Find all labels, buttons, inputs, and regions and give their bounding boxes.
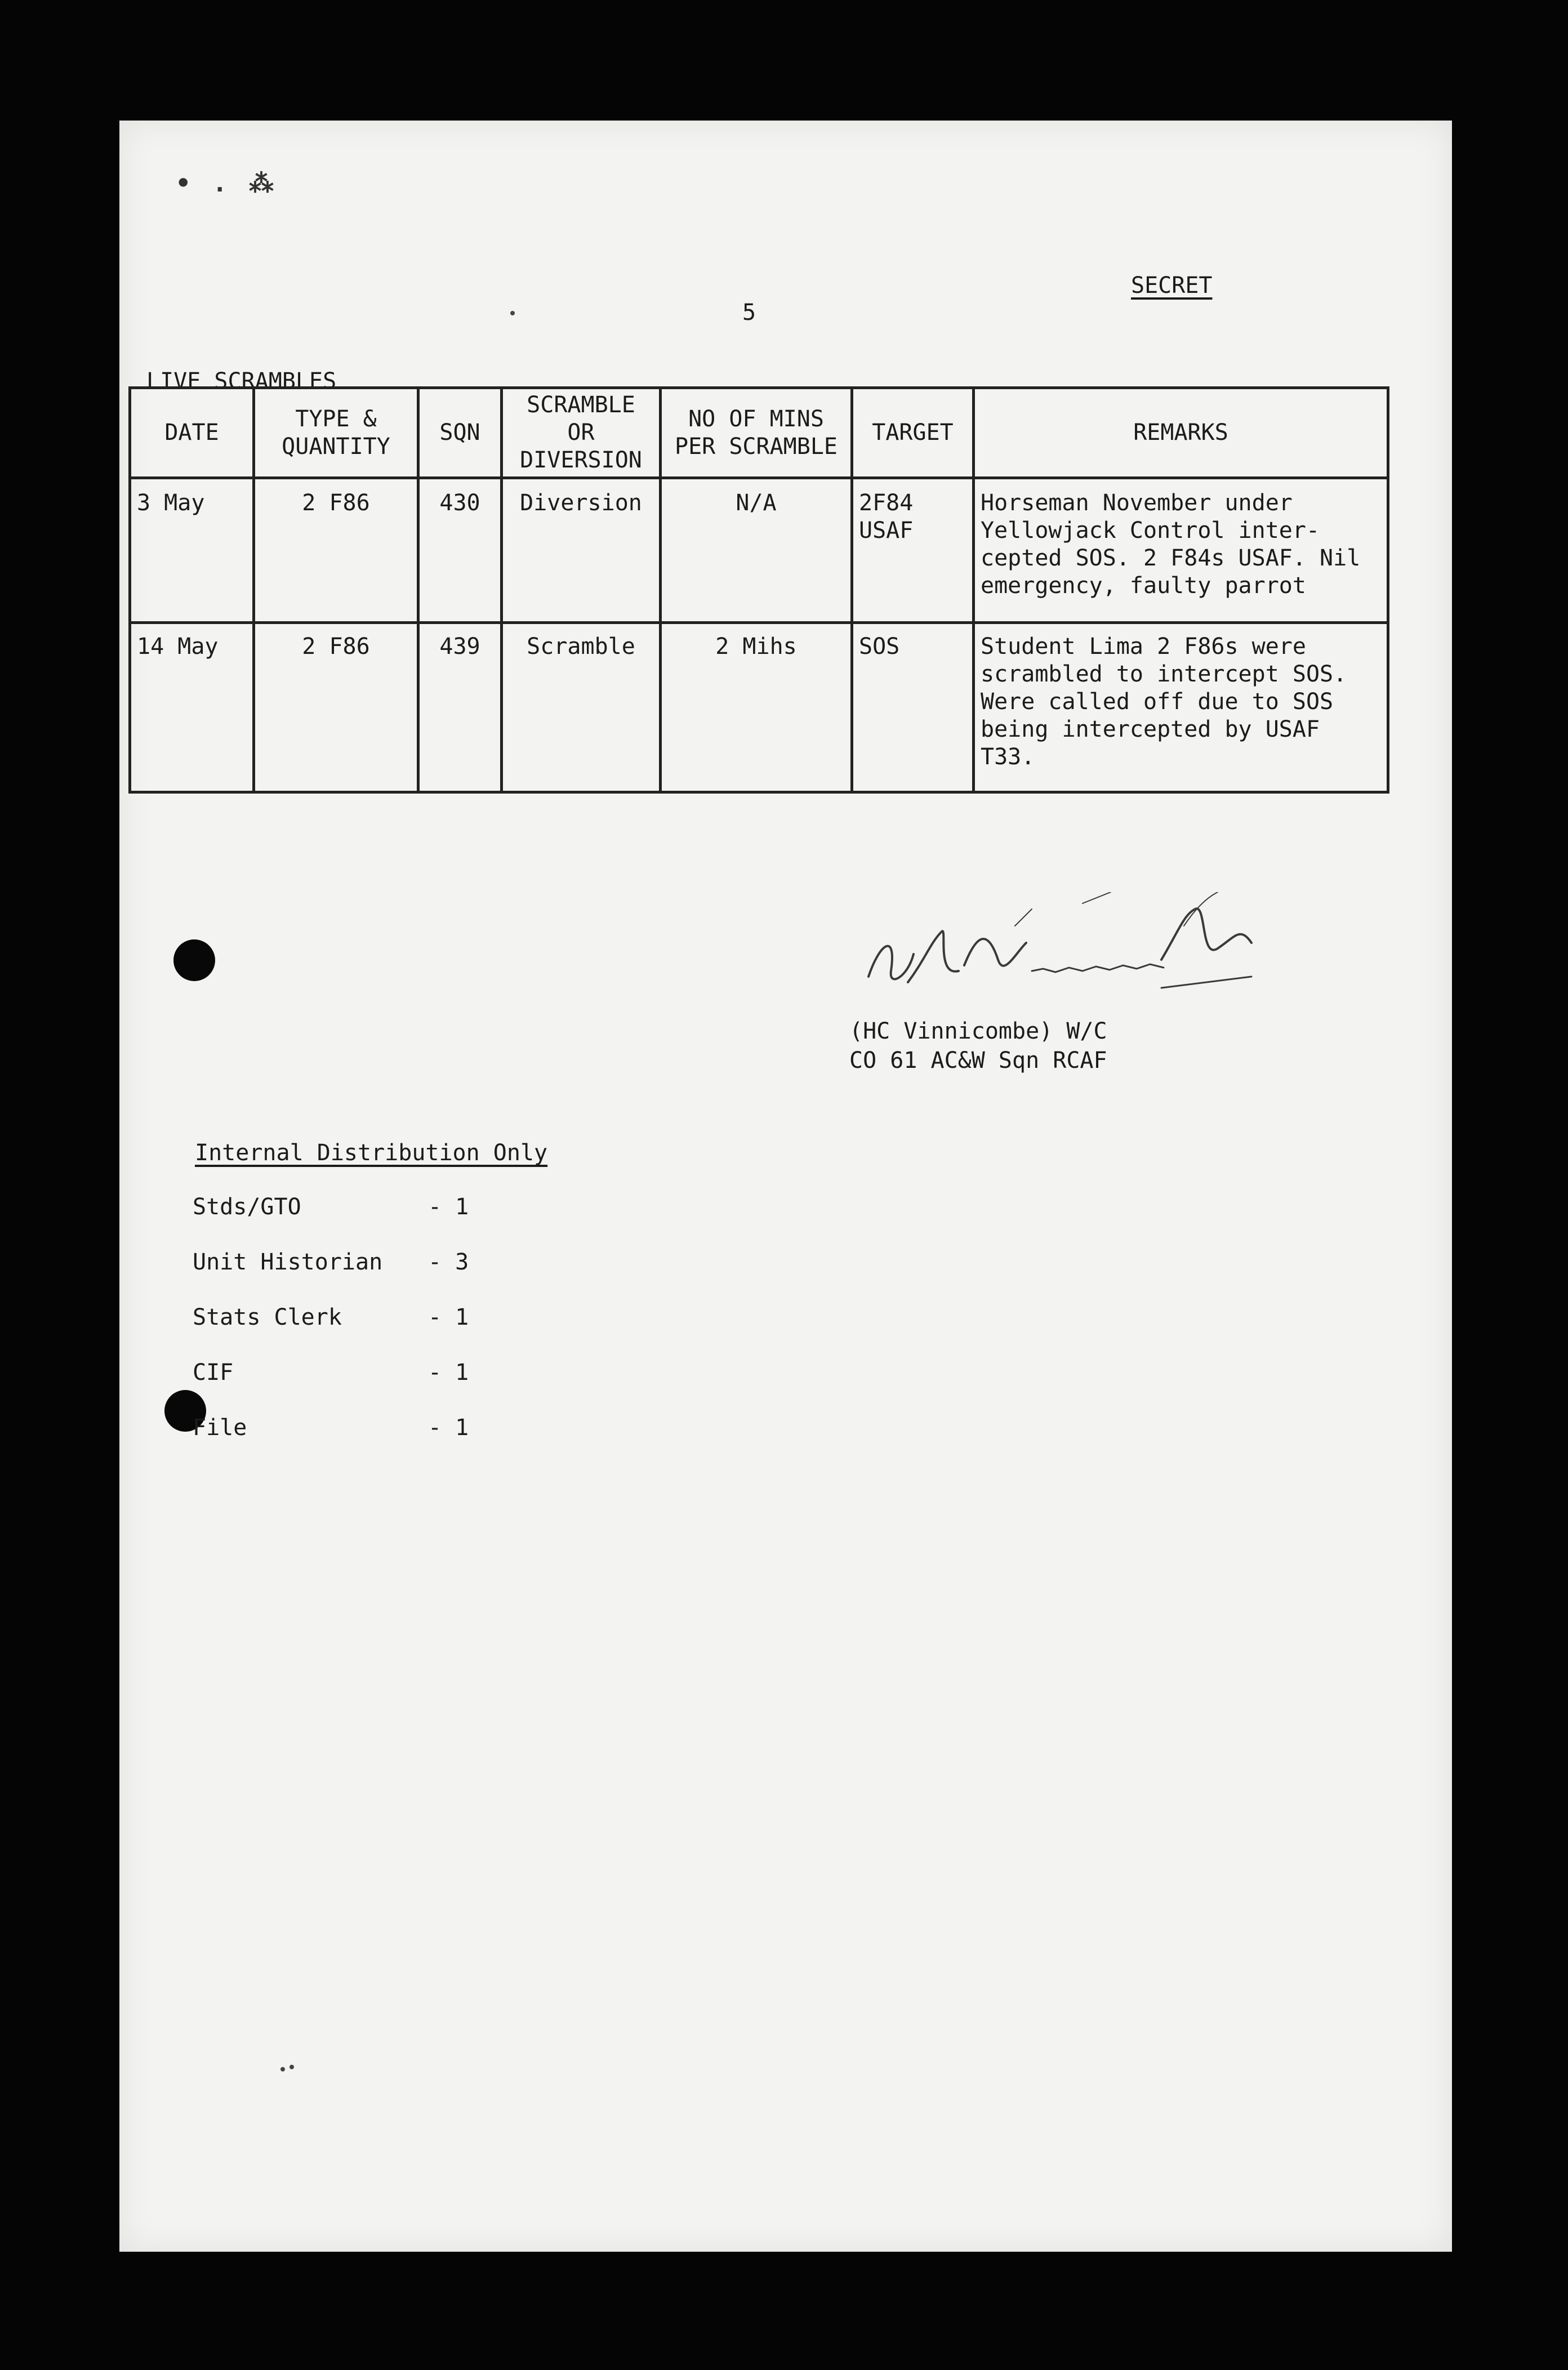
stray-dot <box>289 2065 294 2069</box>
table-header-row <box>130 388 1388 478</box>
cell-type-quantity: 2 F86 <box>254 623 418 792</box>
distribution-count: - 1 <box>428 1304 469 1330</box>
column-header-target: TARGET <box>852 388 974 478</box>
distribution-item <box>193 1194 469 1220</box>
distribution-item <box>193 1415 469 1441</box>
cell-date: 14 May <box>130 623 254 792</box>
cell-target: SOS <box>852 623 974 792</box>
distribution-label: Stds/GTO <box>193 1194 301 1220</box>
distribution-item <box>193 1360 469 1386</box>
distribution-item <box>193 1249 469 1275</box>
distribution-label: Unit Historian <box>193 1249 383 1275</box>
cell-sqn: 439 <box>418 623 502 792</box>
cell-scramble-or-diversion: Scramble <box>502 623 661 792</box>
handwritten-signature <box>846 892 1364 1005</box>
cell-mins-per-scramble: 2 Mihs <box>661 623 852 792</box>
cell-remarks: Horseman November under Yellowjack Control inter- cepted SOS. 2 F84s USAF. Nil emergency, faulty parrot <box>974 478 1388 623</box>
document-page <box>119 121 1452 2252</box>
cell-type-quantity: 2 F86 <box>254 478 418 623</box>
column-header-sqn: SQN <box>418 388 502 478</box>
signatory-unit: CO 61 AC&W Sqn RCAF <box>849 1048 1107 1073</box>
column-header-mins-per-scramble: NO OF MINS PER SCRAMBLE <box>661 388 852 478</box>
cell-target: 2F84 USAF <box>852 478 974 623</box>
table-title: LIVE SCRAMBLES <box>146 368 337 394</box>
cell-scramble-or-diversion: Diversion <box>502 478 661 623</box>
stray-dot <box>280 2067 285 2071</box>
distribution-count: - 3 <box>428 1249 469 1275</box>
cell-date: 3 May <box>130 478 254 623</box>
table-row <box>130 478 1388 623</box>
distribution-count: - 1 <box>428 1194 469 1220</box>
punch-hole-upper <box>173 939 215 981</box>
classification-label: SECRET <box>1131 273 1213 299</box>
distribution-count: - 1 <box>428 1360 469 1386</box>
distribution-label: Stats Clerk <box>193 1304 342 1330</box>
page-number: 5 <box>742 300 756 326</box>
cell-sqn: 430 <box>418 478 502 623</box>
signatory-name: (HC Vinnicombe) W/C <box>849 1018 1107 1044</box>
distribution-item <box>193 1304 469 1330</box>
live-scrambles-table <box>128 386 1389 794</box>
corner-marks: • . ⁂ <box>176 169 277 198</box>
column-header-date: DATE <box>130 388 254 478</box>
stray-dot <box>510 311 515 315</box>
table-row <box>130 623 1388 792</box>
cell-remarks: Student Lima 2 F86s were scrambled to intercept SOS. Were called off due to SOS being intercepted by USAF T33. <box>974 623 1388 792</box>
distribution-heading: Internal Distribution Only <box>195 1140 548 1166</box>
column-header-scramble-or-diversion: SCRAMBLE OR DIVERSION <box>502 388 661 478</box>
cell-mins-per-scramble: N/A <box>661 478 852 623</box>
column-header-type-quantity: TYPE & QUANTITY <box>254 388 418 478</box>
distribution-label: CIF <box>193 1360 234 1386</box>
distribution-count: - 1 <box>428 1415 469 1441</box>
distribution-label: File <box>193 1415 247 1441</box>
column-header-remarks: REMARKS <box>974 388 1388 478</box>
